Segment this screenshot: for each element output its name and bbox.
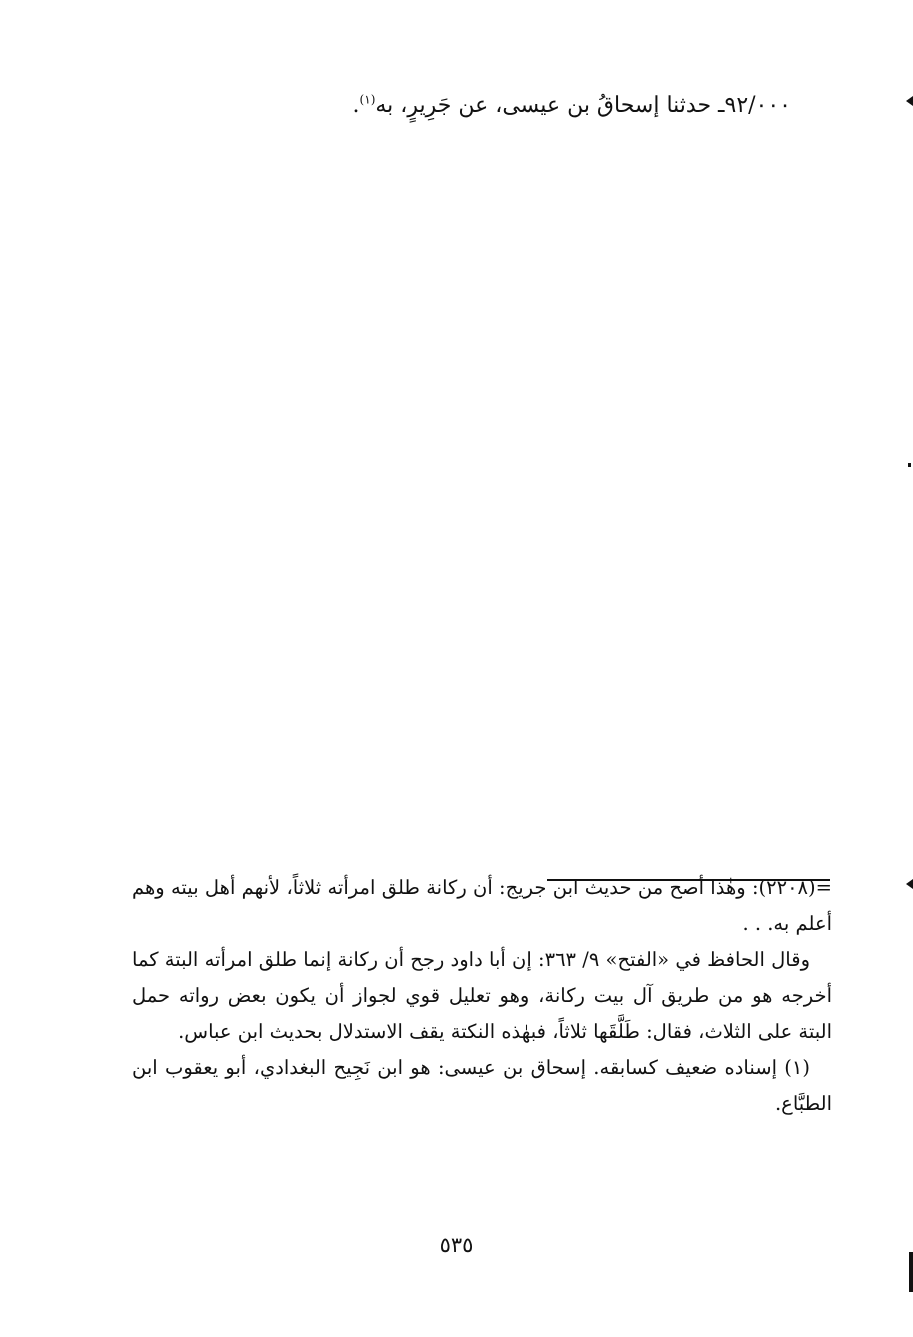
- footnote-1: (١) إسناده ضعيف كسابقه. إسحاق بن عيسى: هو ابن نَجِيح البغدادي، أبو يعقوب ابن الطبَّاع.: [132, 1056, 832, 1115]
- margin-mark-top: [906, 96, 913, 106]
- footnote-reference[interactable]: (١): [359, 92, 376, 107]
- margin-mark-footnote: [906, 879, 913, 889]
- margin-mark-middle: [908, 463, 911, 467]
- margin-mark-bottom: [909, 1252, 913, 1292]
- footnotes-section: [132, 870, 832, 1122]
- hadith-text: [191, 86, 791, 126]
- hadith-line: ٩٢/٠٠٠ـ حدثنا إسحاقُ بن عيسى، عن جَرِيرٍ، به: [375, 93, 791, 118]
- page-number: ٥٣٥: [439, 1233, 474, 1257]
- end-mark: .: [352, 93, 360, 118]
- footnote-continuation: =(٢٢٠٨): وهٰذا أصح من حديث ابن جريج: أن ركانة طلق امرأته ثلاثاً، لأنهم أهل بيته وهم أعلم به. . .: [132, 876, 832, 935]
- footnote-hafiz-paragraph: وقال الحافظ في «الفتح» ٩/ ٣٦٣: إن أبا داود رجح أن ركانة إنما طلق امرأته البتة كما أخرجه هو من طريق آل بيت ركانة، وهو تعليل قوي لجواز أن يكون بعض رواته حمل البتة على الثلاث، فقال: طَلَّقَها ثلاثاً، فبهٰذه النكتة يقف الاستدلال بحديث ابن عباس.: [132, 948, 832, 1043]
